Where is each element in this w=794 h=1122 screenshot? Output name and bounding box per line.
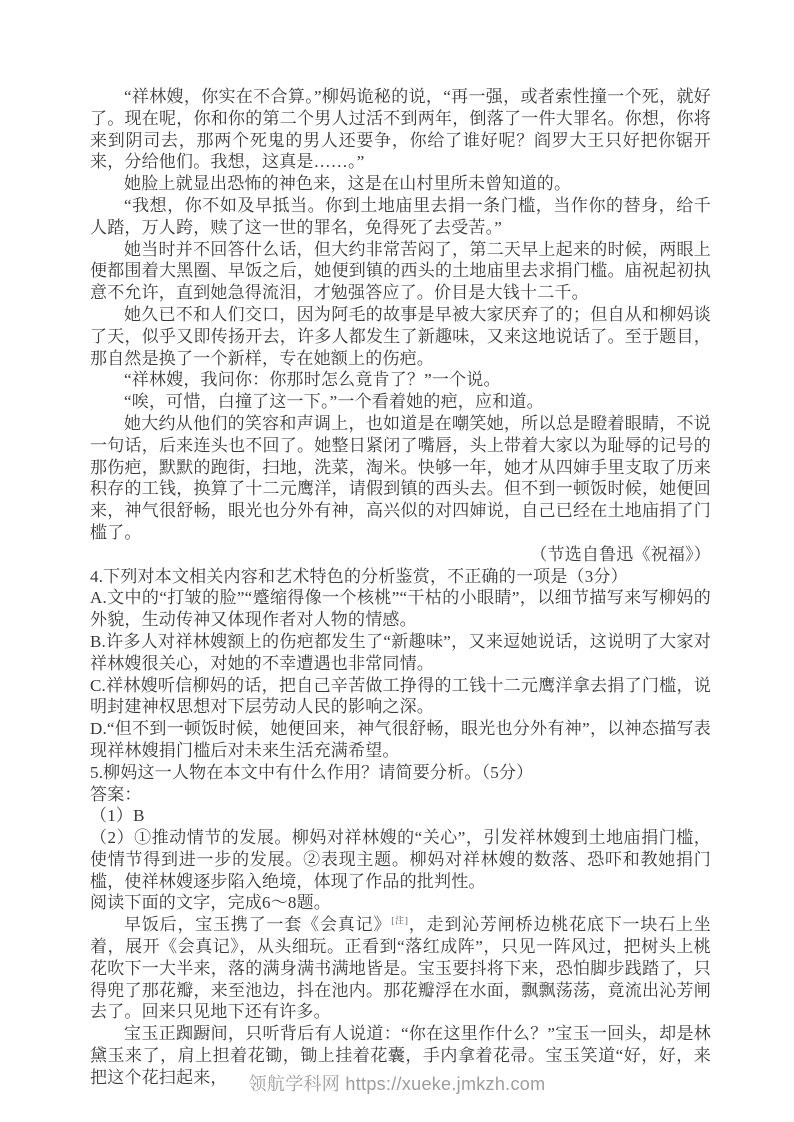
passage1-paragraph-2: 她脸上就显出恐怖的神色来，这是在山村里所未曾知道的。 — [124, 174, 572, 194]
footnote-marker: [注] — [391, 915, 409, 926]
question4-option-b: B.许多人对祥林嫂额上的伤疤都发生了“新趣味”，又来逗她说话，这说明了大家对祥林嫂很关心，对她的不幸遭遇也非常同情。 — [90, 631, 711, 673]
passage2-paragraph-1 — [90, 914, 711, 1023]
passage2-p1-before-note: 早饭后，宝玉携了一套《会真记》 — [124, 915, 392, 935]
passage1-paragraph-3: “我想，你不如及早抵当。你到土地庙里去捐一条门槛，当作你的替身，给千人踏，万人跨，赎了这一世的罪名，免得死了去受苦。” — [90, 195, 711, 237]
reading-prompt: 阅读下面的文字，完成6～8题。 — [90, 893, 331, 913]
document-body — [90, 86, 711, 1089]
answer-1: （1）B — [90, 806, 145, 826]
passage2-paragraph-2: 宝玉正踟蹰间，只听背后有人说道：“你在这里作什么？”宝玉一回头，却是林黛玉来了，肩上担着花锄，锄上挂着花囊，手内拿着花帚。宝玉笑道“好，好，来把这个花扫起来， — [90, 1024, 711, 1087]
question4-stem: 4.下列对本文相关内容和艺术特色的分析鉴赏，不正确的一项是（3分） — [90, 566, 628, 586]
passage2-p1-after-note: ，走到沁芳闸桥边桃花底下一块石上坐着，展开《会真记》，从头细玩。正看到“落红成阵”，只见一阵风过，把树头上桃花吹下一大半来，落的满身满书满地皆是。宝玉要抖将下来，恐怕脚步践踏了，只得兜了那花瓣，来至池边，抖在池内。那花瓣浮在水面，飘飘荡荡，竟流出沁芳闸去了。回来只见地下还有许多。 — [90, 915, 712, 1022]
watermark-footer — [0, 1070, 794, 1096]
question5-stem: 5.柳妈这一人物在本文中有什么作用？请简要分析。（5分） — [90, 762, 534, 782]
question4-option-d: D.“但不到一顿饭时候，她便回来，神气很舒畅，眼光也分外有神”，以神态描写表现祥林嫂捐门槛后对未来生活充满希望。 — [90, 719, 711, 760]
question4-option-c: C.祥林嫂听信柳妈的话，把自己辛苦做工挣得的工钱十二元鹰洋拿去捐了门槛，说明封建神权思想对下层劳动人民的影响之深。 — [90, 675, 711, 717]
passage1-paragraph-4: 她当时并不回答什么话，但大约非常苦闷了，第二天早上起来的时候，两眼上便都围着大黑圈、早饭之后，她便到镇的西头的土地庙里去求捐门槛。庙祝起初执意不允许，直到她急得流泪，才勉强答应了。价目是大钱十二千。 — [90, 239, 711, 303]
passage1-paragraph-6: “祥林嫂，我问你：你那时怎么竟肯了？”一个说。 — [124, 370, 501, 390]
passage1-paragraph-7: “唉，可惜，白撞了这一下。”一个看着她的疤，应和道。 — [124, 392, 544, 412]
answers-label: 答案： — [90, 784, 142, 804]
question4-option-a: A.文中的“打皱的脸”“蹙缩得像一个核桃”“干枯的小眼睛”，以细节描写来写柳妈的外貌，生动传神又体现作者对人物的情感。 — [90, 588, 711, 630]
passage1-paragraph-5: 她久已不和人们交口，因为阿毛的故事是早被大家厌弃了的；但自从和柳妈谈了天，似乎又即传扬开去，许多人都发生了新趣味，又来这地说话了。至于题目，那自然是换了一个新样，专在她额上的伤疤。 — [90, 304, 711, 368]
passage1-paragraph-8: 她大约从他们的笑容和声调上，也如道是在嘲笑她，所以总是瞪着眼睛，不说一句话，后来连头也不回了。她整日紧闭了嘴唇，头上带着大家以为耻辱的记号的那伤疤，默默的跑街，扫地，洗菜，淘米。快够一年，她才从四婶手里支取了历来积存的工钱，换算了十二元鹰洋，请假到镇的西头去。但不到一顿饭时候，她便回来，神气很舒畅，眼光也分外有神，高兴似的对四婶说，自己已经在土地庙捐了门槛了。 — [90, 413, 711, 542]
answer-2: （2）①推动情节的发展。柳妈对祥林嫂的“关心”，引发祥林嫂到土地庙捐门槛，使情节得到进一步的发展。②表现主题。柳妈对祥林嫂的数落、恐吓和教她捐门槛，使祥林嫂逐步陷入绝境，体现了作品的批判性。 — [90, 828, 711, 891]
passage1-paragraph-1: “祥林嫂，你实在不合算。”柳妈诡秘的说，“再一强，或者索性撞一个死，就好了。现在呢，你和你的第二个男人过活不到两年，倒落了一件大罪名。你想，你将来到阴司去，那两个死鬼的男人还要争，你给了谁好呢？阎罗大王只好把你锯开来，分给他们。我想，这真是……。” — [90, 87, 711, 172]
passage1-attribution: （节选自鲁迅《祝福》） — [530, 544, 711, 564]
watermark-text: 领航学科网 https://xueke.jmkzh.com — [248, 1074, 546, 1094]
